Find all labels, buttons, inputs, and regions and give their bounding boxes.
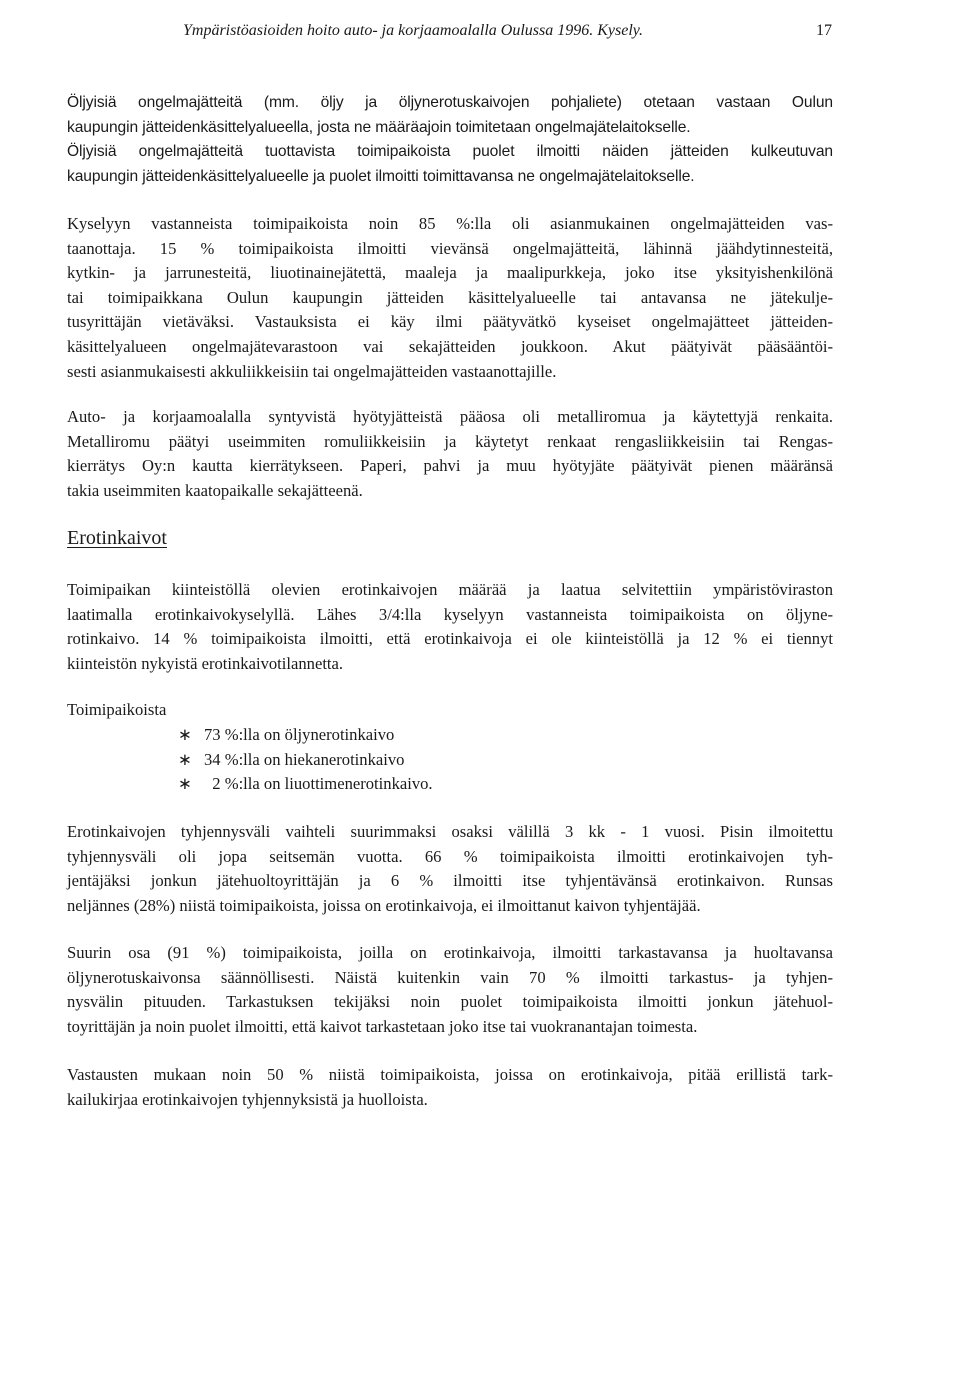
paragraph-line: sesti asianmukaisesti akkuliikkeisiin tai ongelmajätteiden vastaanottajille. xyxy=(67,361,557,381)
list-item-text: 73 %:lla on öljynerotinkaivo xyxy=(204,725,395,744)
paragraph-7 xyxy=(67,941,833,1039)
paragraph-line: nysvälin pituuden. Tarkastuksen tekijäksi noin puolet toimipaikoista ilmoitti jonkun jätehuol- xyxy=(67,992,833,1012)
paragraph-line: tai toimipaikkana Oulun kaupungin jätteiden käsittelyalueelle tai antavansa ne jätekulje- xyxy=(67,287,833,307)
paragraph-line: kiinteistön nykyistä erotinkaivotilannetta. xyxy=(67,653,344,673)
list-intro xyxy=(67,698,833,723)
paragraph-line: neljännes (28%) niistä toimipaikoista, joissa on erotinkaivoja, ei ilmoittanut kaivon tyhjentäjää. xyxy=(67,895,701,915)
paragraph-line: tyhjennysväli oli jopa seitsemän vuotta. 66 % toimipaikoista ilmoitti erotinkaivojen tyh- xyxy=(67,846,833,866)
paragraph-line: kytkin- ja jarrunesteitä, liuotinainejätettä, maaleja ja maalipurkkeja, joko itse yksityishenkilönä xyxy=(67,263,833,283)
paragraph-4 xyxy=(67,578,833,676)
bullet-list xyxy=(178,723,433,797)
paragraph-line: Metalliromu päätyi useimmiten romuliikkeisiin ja käytetyt renkaat rengasliikkeisiin tai Rengas- xyxy=(67,431,833,451)
paragraph-line: kaupungin jätteidenkäsittelyalueelle ja puolet ilmoitti toimittavansa ne ongelmajätelaitokselle. xyxy=(67,167,695,185)
paragraph-line: käsittelyalueen ongelmajätevarastoon vai sekajätteiden joukkoon. Akut päätyivät pääsääntöi- xyxy=(67,336,833,356)
paragraph-line: rotinkaivo. 14 % toimipaikoista ilmoitti, että erotinkaivoja ei ole kiinteistöllä ja 12 % ei tiennyt xyxy=(67,629,833,649)
paragraph-line: öljynerotuskaivonsa säännöllisesti. Näistä kuitenkin vain 70 % ilmoitti tarkastus- ja tyhjen- xyxy=(67,967,833,987)
running-header: Ympäristöasioiden hoito auto- ja korjaamoalalla Oulussa 1996. Kysely. xyxy=(183,22,644,39)
paragraph-8 xyxy=(67,1063,833,1112)
paragraph-line: takia useimmiten kaatopaikalle sekajätteenä. xyxy=(67,480,363,500)
paragraph-line: Auto- ja korjaamoalalla syntyvistä hyötyjätteistä pääosa oli metalliromua ja käytettyjä renkaita. xyxy=(67,407,833,426)
list-item xyxy=(178,772,433,797)
list-item xyxy=(178,748,433,773)
paragraph-line: laatimalla erotinkaivokyselyllä. Lähes 3/4:lla kyselyyn vastanneista toimipaikoista on öljyne- xyxy=(67,604,833,624)
paragraph-line: Öljyisiä ongelmajätteitä tuottavista toimipaikoista puolet ilmoitti näiden jätteiden kulkeutuvan xyxy=(67,143,833,161)
paragraph-2 xyxy=(67,212,833,384)
paragraph-line: kaupungin jätteidenkäsittelyalueella, josta ne määräajoin toimitetaan ongelmajätelaitokselle. xyxy=(67,118,691,136)
asterisk-bullet-icon: ∗ xyxy=(178,725,192,744)
paragraph-3 xyxy=(67,405,833,503)
paragraph-1 xyxy=(67,91,833,189)
paragraph-line: jentäjäksi jonkun jätehuoltoyrittäjän ja 6 % ilmoitti itse tyhjentävänsä erotinkaivon. Runsas xyxy=(67,871,833,891)
paragraph-line: Toimipaikan kiinteistöllä olevien erotinkaivojen määrää ja laatua selvitettiin ympäristöviraston xyxy=(67,580,833,599)
paragraph-line: Vastausten mukaan noin 50 % niistä toimipaikoista, joissa on erotinkaivoja, pitää erillistä tark- xyxy=(67,1065,833,1084)
paragraph-line: Kyselyyn vastanneista toimipaikoista noin 85 %:lla oli asianmukainen ongelmajätteiden vas- xyxy=(67,214,833,233)
list-item-text: 2 %:lla on liuottimenerotinkaivo. xyxy=(204,774,433,794)
paragraph-line: Toimipaikoista xyxy=(67,700,167,719)
asterisk-bullet-icon: ∗ xyxy=(178,749,192,769)
page-number: 17 xyxy=(816,22,832,39)
list-item-text: 34 %:lla on hiekanerotinkaivo xyxy=(204,749,405,769)
paragraph-line: Erotinkaivojen tyhjennysväli vaihteli suurimmaksi osaksi välillä 3 kk - 1 vuosi. Pisin ilmoitettu xyxy=(67,822,833,841)
paragraph-line: Öljyisiä ongelmajätteitä (mm. öljy ja öljynerotuskaivojen pohjaliete) otetaan vastaan Oulun xyxy=(67,94,833,111)
asterisk-bullet-icon: ∗ xyxy=(178,774,192,794)
paragraph-line: kailukirjaa erotinkaivojen tyhjennyksistä ja huolloista. xyxy=(67,1089,428,1109)
paragraph-6 xyxy=(67,820,833,918)
list-item xyxy=(178,723,433,748)
paragraph-line: Suurin osa (91 %) toimipaikoista, joilla on erotinkaivoja, ilmoitti tarkastavansa ja huoltavansa xyxy=(67,943,833,962)
paragraph-line: taanottaja. 15 % toimipaikoista ilmoitti vievänsä ongelmajätteitä, lähinnä jäähdytinnesteitä, xyxy=(67,238,833,258)
paragraph-line: kierrätys Oy:n kautta kierrätykseen. Paperi, pahvi ja muu hyötyjäte päätyivät pienen määränsä xyxy=(67,456,833,476)
section-heading: Erotinkaivot xyxy=(67,527,167,549)
paragraph-line: tusyrittäjän vietäväksi. Vastauksista ei käy ilmi päätyvätkö kyseiset ongelmajätteet jätteiden- xyxy=(67,312,833,332)
paragraph-line: toyrittäjän ja noin puolet ilmoitti, että kaivot tarkastetaan joko itse tai vuokranantajan toimesta. xyxy=(67,1016,698,1036)
